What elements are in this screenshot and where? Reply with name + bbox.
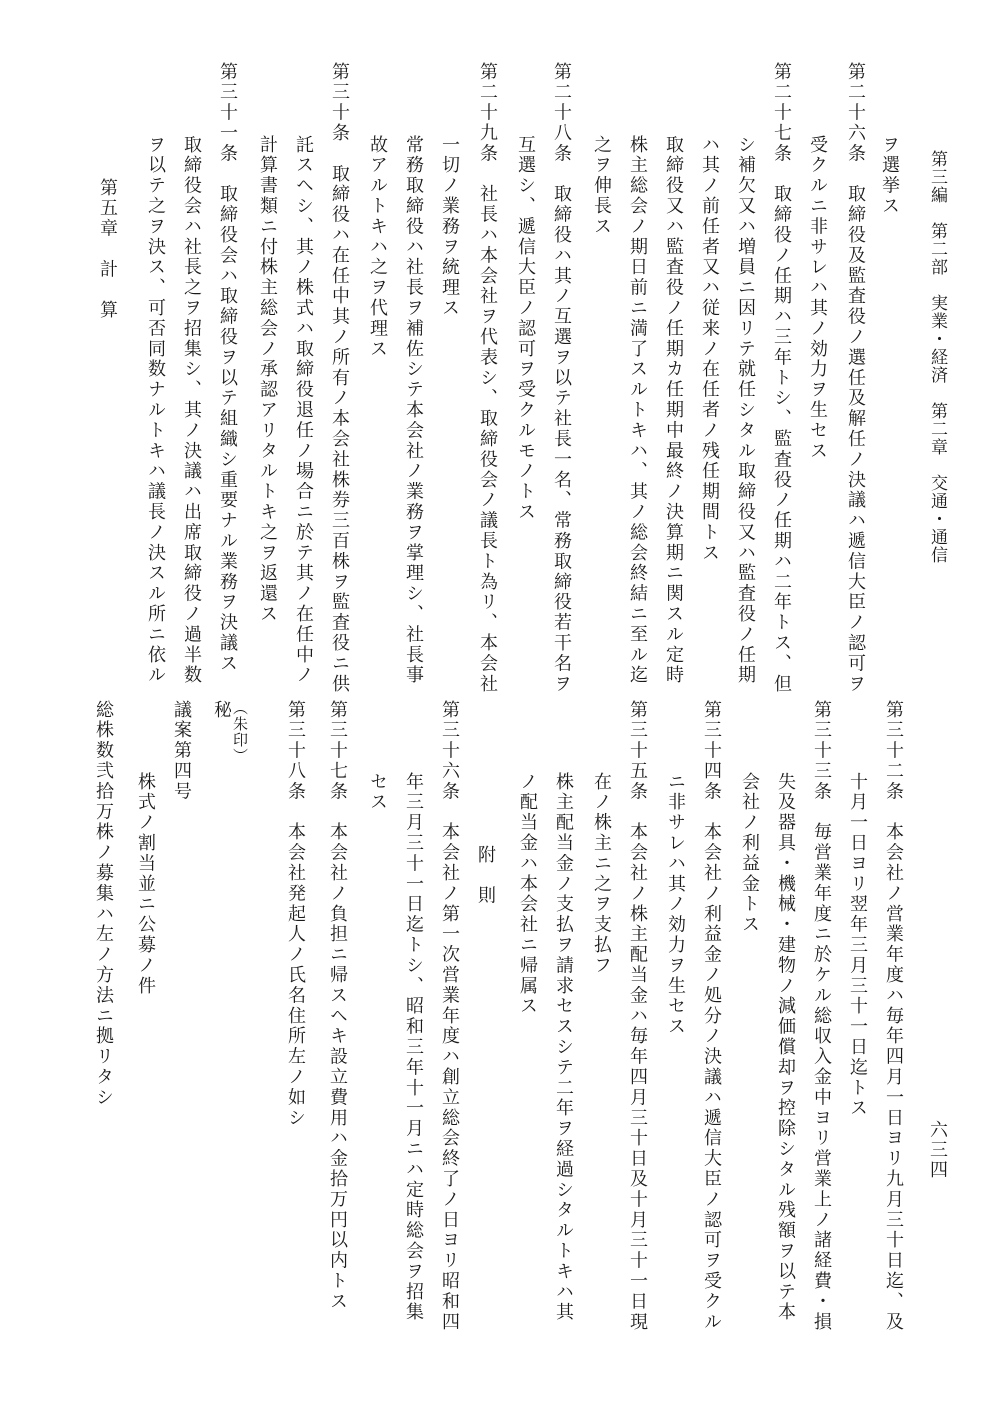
lower-line-4: 失及器具・機械・建物ノ減価償却ヲ控除シタル残額ヲ以テ本: [775, 772, 796, 1323]
upper-line-4: 第二十七条 取締役ノ任期ハ三年トシ、監査役ノ任期ハ二年トス、但: [771, 62, 792, 695]
lower-line-8: 第三十五条 本会社ノ株主配当金ハ毎年四月三十日及十月三十一日現: [627, 700, 648, 1333]
upper-line-3: 受クルニ非サレハ其ノ効力ヲ生セス: [807, 135, 828, 462]
lower-line-9: 在ノ株主ニ之ヲ支払フ: [591, 772, 612, 976]
lower-line-17: 第三十八条 本会社発起人ノ氏名住所左ノ如シ: [285, 700, 306, 1129]
upper-line-13: 一切ノ業務ヲ統理ス: [439, 135, 460, 319]
upper-line-2: 第二十六条 取締役及監査役ノ選任及解任ノ決議ハ遞信大臣ノ認可ヲ: [845, 62, 866, 695]
upper-line-14: 常務取締役ハ社長ヲ補佐シテ本会社ノ業務ヲ掌理シ、社長事: [403, 135, 424, 686]
agenda-title: 株式ノ割当並ニ公募ノ件: [135, 772, 156, 997]
lower-line-6: 第三十四条 本会社ノ利益金ノ処分ノ決議ハ遞信大臣ノ認可ヲ受クル: [701, 700, 722, 1333]
running-head: 第三編 第二部 実業・経済 第二章 交通・通信: [927, 150, 947, 564]
lower-line-7: ニ非サレハ其ノ効力ヲ生セス: [665, 772, 686, 1038]
upper-line-15: 故アルトキハ之ヲ代理ス: [367, 135, 388, 360]
upper-line-16: 第三十条 取締役ハ在任中其ノ所有ノ本会社株券三百株ヲ監査役ニ供: [329, 62, 350, 695]
upper-line-11: 互選シ、遞信大臣ノ認可ヲ受クルモノトス: [515, 135, 536, 523]
secret-mark: 秘: [211, 700, 232, 721]
upper-line-9: 之ヲ伸長ス: [591, 135, 612, 237]
upper-line-19: 第三十一条 取締役会ハ取締役ヲ以テ組織シ重要ナル業務ヲ決議ス: [217, 62, 238, 674]
upper-line-12: 第二十九条 社長ハ本会社ヲ代表シ、取締役会ノ議長ト為リ、本会社: [477, 62, 498, 695]
lower-line-15: セス: [367, 772, 388, 813]
lower-line-14: 年三月三十一日迄トシ、昭和三年十一月ニハ定時総会ヲ招集: [403, 772, 424, 1323]
upper-line-7: 取締役又ハ監査役ノ任期カ任期中最終ノ決算期ニ関スル定時: [663, 135, 684, 686]
upper-line-10: 第二十八条 取締役ハ其ノ互選ヲ以テ社長一名、常務取締役若干名ヲ: [551, 62, 572, 695]
lower-line-2: 十月一日ヨリ翌年三月三十一日迄トス: [847, 772, 868, 1119]
lower-line-11: ノ配当金ハ本会社ニ帰属ス: [517, 772, 538, 1017]
chapter-heading: 第五章 計 算: [97, 178, 118, 321]
lower-line-13: 第三十六条 本会社ノ第一次営業年度ハ創立総会終了ノ日ヨリ昭和四: [439, 700, 460, 1333]
lower-line-5: 会社ノ利益金トス: [739, 772, 760, 936]
lower-line-10: 株主配当金ノ支払ヲ請求セスシテ二年ヲ経過シタルトキハ其: [553, 772, 574, 1323]
upper-line-20: 取締役会ハ社長之ヲ招集シ、其ノ決議ハ出席取締役ノ過半数: [181, 135, 202, 686]
lower-line-1: 第三十二条 本会社ノ営業年度ハ毎年四月一日ヨリ九月三十日迄、及: [883, 700, 904, 1333]
agenda-number: 議案第四号: [171, 700, 192, 802]
upper-line-6: ハ其ノ前任者又ハ従来ノ在任者ノ残任期間トス: [699, 135, 720, 564]
upper-line-1: ヲ選挙ス: [879, 135, 900, 217]
upper-line-5: シ補欠又ハ増員ニ因リテ就任シタル取締役又ハ監査役ノ任期: [735, 135, 756, 686]
upper-line-21: ヲ以テ之ヲ決ス、可否同数ナルトキハ議長ノ決スル所ニ依ル: [145, 135, 166, 686]
supplementary-heading: 附 則: [475, 845, 496, 907]
upper-line-18: 計算書類ニ付株主総会ノ承認アリタルトキ之ヲ返還ス: [257, 135, 278, 625]
upper-line-17: 託スヘシ、其ノ株式ハ取締役退任ノ場合ニ於テ其ノ在任中ノ: [293, 135, 314, 686]
lower-line-3: 第三十三条 毎営業年度ニ於ケル総収入金中ヨリ営業上ノ諸経費・損: [811, 700, 832, 1333]
agenda-text: 総株数弐拾万株ノ募集ハ左ノ方法ニ拠リタシ: [93, 700, 114, 1108]
page-number: 六三四: [927, 1120, 948, 1180]
lower-line-16: 第三十七条 本会社ノ負担ニ帰スヘキ設立費用ハ金拾万円以内トス: [327, 700, 348, 1312]
upper-line-8: 株主総会ノ期日前ニ満了スルトキハ、其ノ総会終結ニ至ル迄: [627, 135, 648, 686]
stamp-note: （朱印）: [231, 700, 249, 764]
